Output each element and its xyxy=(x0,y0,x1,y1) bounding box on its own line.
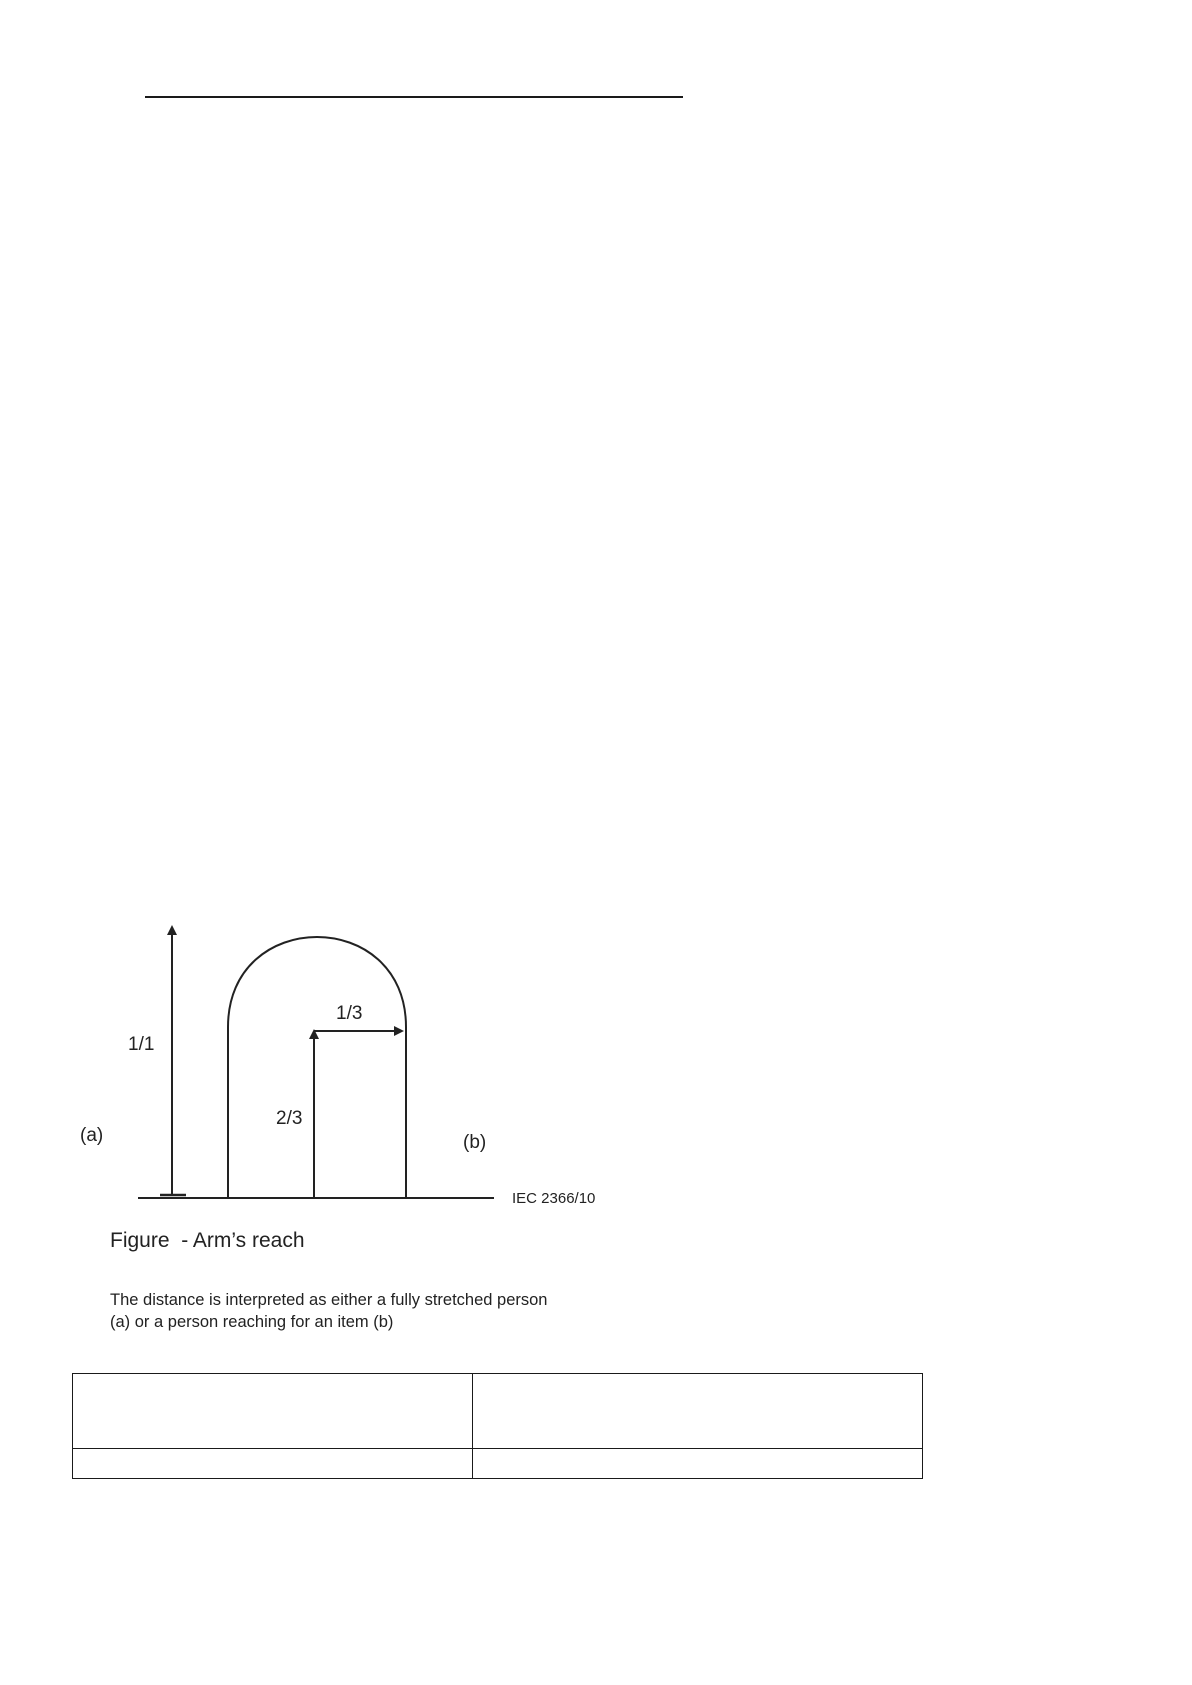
label-one-third: 1/3 xyxy=(336,1003,363,1024)
label-case-a: (a) xyxy=(80,1125,104,1146)
reach-envelope xyxy=(228,937,406,1198)
table-row xyxy=(73,1374,923,1449)
arms-reach-diagram xyxy=(60,915,640,1220)
table-cell xyxy=(73,1449,473,1479)
label-two-thirds: 2/3 xyxy=(276,1108,303,1129)
figure-description xyxy=(110,1289,630,1333)
label-full-height: 1/1 xyxy=(128,1034,155,1055)
figure-caption: Figure - Arm’s reach xyxy=(110,1229,305,1252)
description-line: (a) or a person reaching for an item (b) xyxy=(110,1313,394,1331)
table-cell xyxy=(473,1449,923,1479)
table-cell xyxy=(473,1374,923,1449)
label-case-b: (b) xyxy=(463,1132,487,1153)
description-line: The distance is interpreted as either a fully stretched person xyxy=(110,1291,548,1309)
label-reference: IEC 2366/10 xyxy=(512,1190,596,1207)
header-rule xyxy=(145,96,683,98)
table-row xyxy=(73,1449,923,1479)
blank-table xyxy=(72,1373,923,1479)
table-cell xyxy=(73,1374,473,1449)
arms-reach-figure xyxy=(60,915,640,1220)
